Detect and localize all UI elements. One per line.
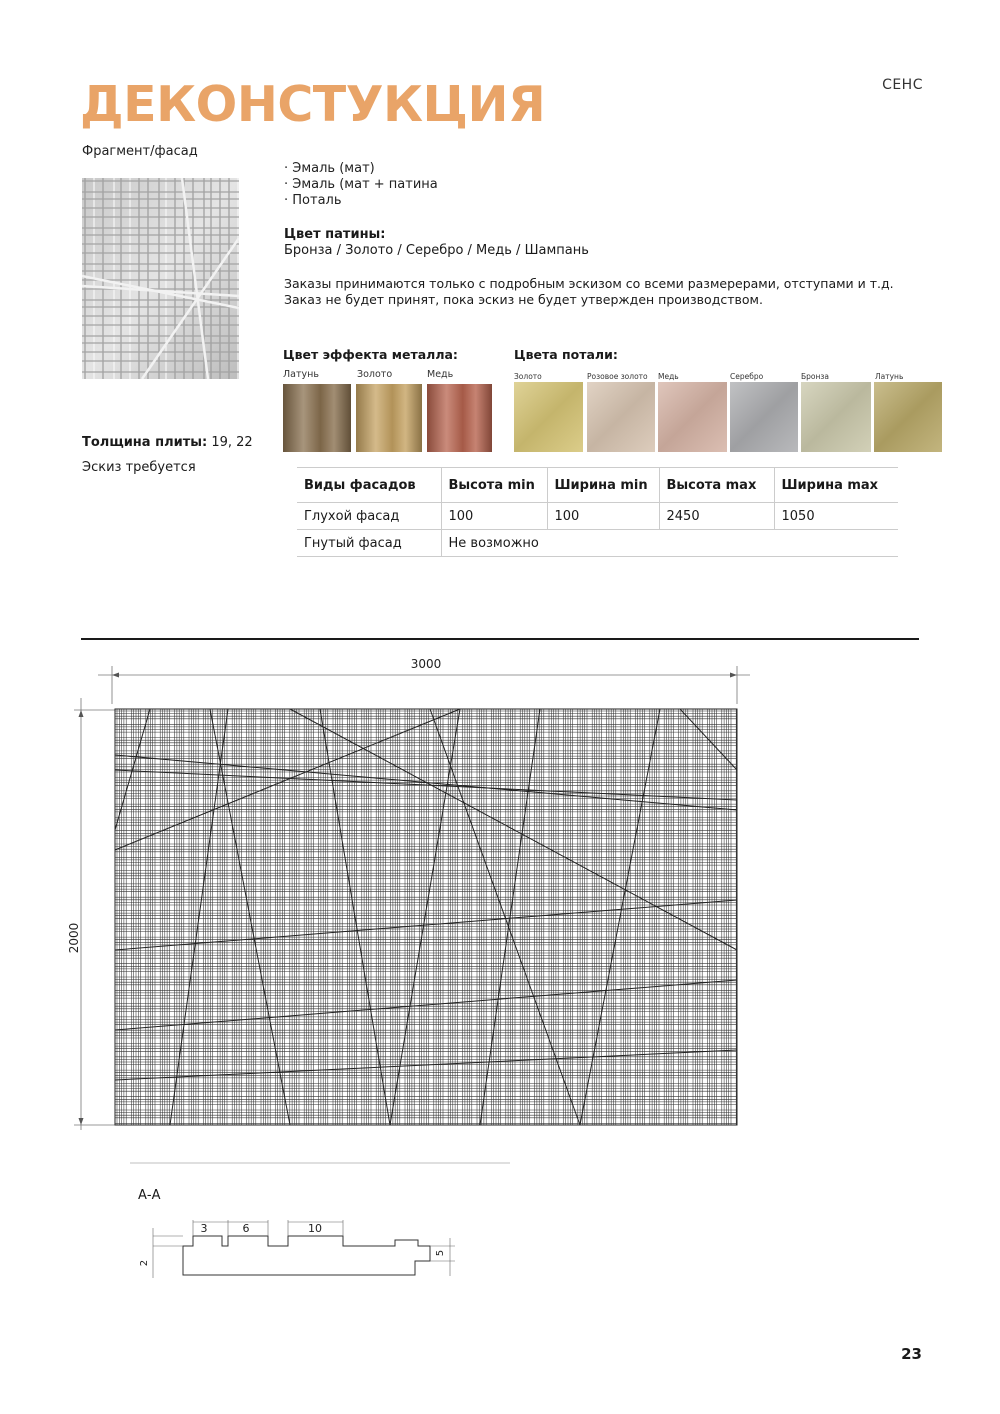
leaf-swatch-copper bbox=[658, 382, 727, 452]
leaf-swatch-silver bbox=[730, 382, 798, 452]
table-row bbox=[297, 503, 898, 530]
section-dim-label: 6 bbox=[242, 1222, 250, 1235]
page-number: 23 bbox=[901, 1345, 922, 1363]
section-dim-label: 2 bbox=[139, 1259, 150, 1267]
finish-item: · Эмаль (мат + патина bbox=[284, 177, 438, 192]
leaf-swatch-label: Серебро bbox=[730, 372, 764, 381]
finish-item: · Эмаль (мат) bbox=[284, 161, 375, 176]
table-cell: 100 bbox=[547, 503, 659, 530]
table-cell: Не возможно bbox=[441, 530, 898, 557]
table-cell: 2450 bbox=[659, 503, 774, 530]
brand-name: СЕНС bbox=[882, 77, 923, 93]
sketch-note: Эскиз требуется bbox=[82, 460, 196, 475]
metal-swatch-label: Латунь bbox=[283, 369, 319, 380]
patina-heading: Цвет патины: bbox=[284, 227, 386, 242]
metal-swatch-brass bbox=[283, 384, 351, 452]
table-header: Высота min bbox=[441, 468, 547, 503]
patina-values: Бронза / Золото / Серебро / Медь / Шампань bbox=[284, 243, 589, 258]
section-label: А-А bbox=[138, 1188, 161, 1203]
leaf-swatch-gold bbox=[514, 382, 583, 452]
height-dimension-label: 2000 bbox=[67, 922, 81, 954]
thickness-label: Толщина плиты: bbox=[82, 435, 208, 450]
table-header: Высота max bbox=[659, 468, 774, 503]
leaf-swatch-bronze bbox=[801, 382, 871, 452]
metal-swatch-label: Золото bbox=[357, 369, 393, 380]
table-cell: 1050 bbox=[774, 503, 898, 530]
leaf-colors-heading: Цвета потали: bbox=[514, 347, 618, 362]
table-row bbox=[297, 530, 898, 557]
facade-drawing bbox=[60, 650, 760, 1144]
width-dimension-label: 3000 bbox=[410, 657, 442, 671]
fragment-caption: Фрагмент/фасад bbox=[82, 144, 198, 159]
metal-swatch-copper bbox=[427, 384, 492, 452]
note-line: Заказы принимаются только с подробным эскизом со всеми размерерами, отступами и т.д. bbox=[284, 276, 894, 291]
section-dim-label: 5 bbox=[435, 1249, 446, 1257]
page-title: ДЕКОНСТУКЦИЯ bbox=[80, 76, 546, 133]
leaf-swatch-label: Бронза bbox=[801, 372, 829, 381]
fragment-photo bbox=[82, 178, 239, 379]
metal-swatch-gold bbox=[356, 384, 422, 452]
thickness-info bbox=[82, 435, 253, 450]
order-notes bbox=[284, 276, 894, 308]
table-header: Виды фасадов bbox=[297, 468, 441, 503]
table-cell: 100 bbox=[441, 503, 547, 530]
table-cell: Гнутый фасад bbox=[297, 530, 441, 557]
section-profile-drawing bbox=[125, 1160, 525, 1294]
table-header-row bbox=[297, 468, 898, 503]
facade-spec-table bbox=[297, 467, 898, 557]
thickness-value: 19, 22 bbox=[211, 435, 253, 450]
metal-swatch-label: Медь bbox=[427, 369, 454, 380]
finish-item: · Поталь bbox=[284, 193, 342, 208]
section-dim-label: 10 bbox=[308, 1222, 322, 1235]
finish-list bbox=[284, 161, 438, 209]
section-dim-label: 3 bbox=[200, 1222, 208, 1235]
leaf-swatch-label: Медь bbox=[658, 372, 679, 381]
table-cell: Глухой фасад bbox=[297, 503, 441, 530]
metal-effect-heading: Цвет эффекта металла: bbox=[283, 347, 458, 362]
leaf-swatch-rose-gold bbox=[587, 382, 655, 452]
section-divider bbox=[81, 638, 919, 640]
note-line: Заказ не будет принят, пока эскиз не будет утвержден производством. bbox=[284, 292, 763, 307]
table-header: Ширина min bbox=[547, 468, 659, 503]
table-header: Ширина max bbox=[774, 468, 898, 503]
leaf-swatch-brass bbox=[874, 382, 942, 452]
panel-pattern bbox=[115, 709, 737, 1125]
leaf-swatch-label: Золото bbox=[514, 372, 542, 381]
leaf-swatch-label: Розовое золото bbox=[587, 372, 648, 381]
leaf-swatch-label: Латунь bbox=[875, 372, 904, 381]
